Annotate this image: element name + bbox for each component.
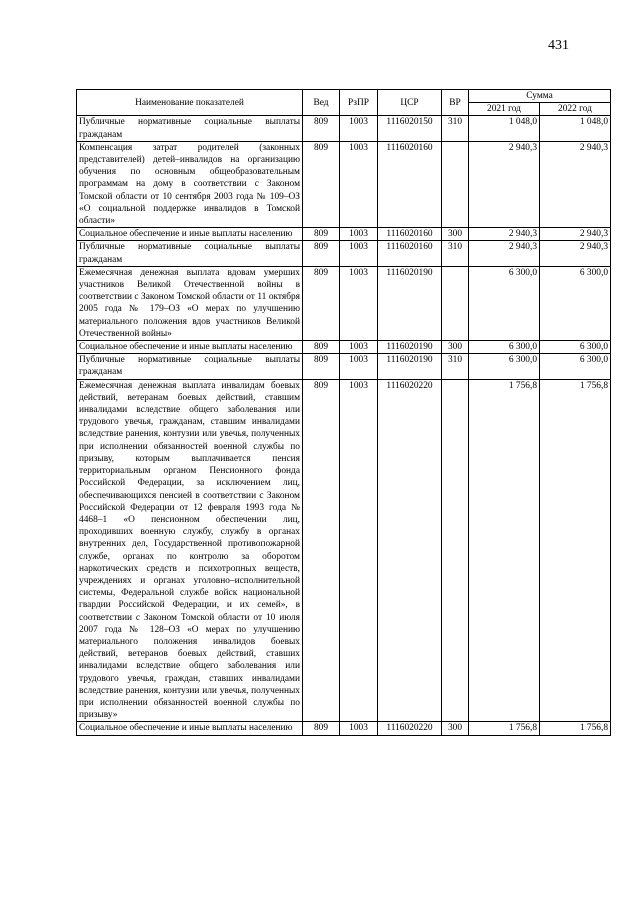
table-header [77, 90, 611, 116]
header-sum: Сумма [469, 90, 611, 103]
row-vr [442, 379, 469, 722]
row-ved: 809 [303, 722, 340, 735]
row-sum-2021: 1 756,8 [469, 722, 540, 735]
row-sum-2021: 1 756,8 [469, 379, 540, 722]
row-name: Компенсация затрат родителей (законных представителей) детей–инвалидов на организацию обучения по основным общеобразовательным программам на дому в соответствии с Законом Томской области от 10 сентября 2003 года № 109–ОЗ «О социальной поддержке инвалидов в Томской области» [77, 141, 303, 227]
table-body [77, 116, 611, 735]
table-row [77, 116, 611, 141]
row-sum-2022: 2 940,3 [540, 228, 611, 241]
row-ved: 809 [303, 116, 340, 141]
row-vr: 300 [442, 341, 469, 354]
row-vr: 300 [442, 722, 469, 735]
row-sum-2021: 2 940,3 [469, 228, 540, 241]
table-row [77, 341, 611, 354]
row-sum-2021: 2 940,3 [469, 141, 540, 227]
table-row [77, 141, 611, 227]
row-ved: 809 [303, 379, 340, 722]
table-row [77, 228, 611, 241]
row-sum-2021: 6 300,0 [469, 266, 540, 340]
table-row [77, 266, 611, 340]
row-sum-2021: 6 300,0 [469, 341, 540, 354]
row-sum-2022: 2 940,3 [540, 141, 611, 227]
budget-table [76, 89, 611, 736]
table-row [77, 379, 611, 722]
row-name: Социальное обеспечение и иные выплаты населению [77, 228, 303, 241]
row-ved: 809 [303, 341, 340, 354]
row-csr: 1116020160 [378, 228, 442, 241]
row-name: Публичные нормативные социальные выплаты гражданам [77, 354, 303, 379]
row-sum-2022: 6 300,0 [540, 266, 611, 340]
page-number: 431 [548, 38, 569, 53]
row-rzpr: 1003 [340, 379, 378, 722]
row-sum-2022: 1 756,8 [540, 379, 611, 722]
row-vr [442, 141, 469, 227]
row-ved: 809 [303, 266, 340, 340]
row-sum-2022: 6 300,0 [540, 354, 611, 379]
row-csr: 1116020160 [378, 141, 442, 227]
row-csr: 1116020220 [378, 379, 442, 722]
row-rzpr: 1003 [340, 266, 378, 340]
row-sum-2022: 6 300,0 [540, 341, 611, 354]
row-sum-2021: 2 940,3 [469, 241, 540, 266]
row-csr: 1116020190 [378, 341, 442, 354]
header-ved: Вед [303, 90, 340, 116]
row-name: Социальное обеспечение и иные выплаты населению [77, 722, 303, 735]
header-year-2021: 2021 год [469, 103, 540, 116]
header-year-2022: 2022 год [540, 103, 611, 116]
row-sum-2021: 6 300,0 [469, 354, 540, 379]
row-csr: 1116020150 [378, 116, 442, 141]
table-row [77, 241, 611, 266]
row-ved: 809 [303, 354, 340, 379]
row-ved: 809 [303, 228, 340, 241]
row-ved: 809 [303, 141, 340, 227]
row-csr: 1116020160 [378, 241, 442, 266]
row-name: Публичные нормативные социальные выплаты гражданам [77, 241, 303, 266]
table-row [77, 354, 611, 379]
row-rzpr: 1003 [340, 241, 378, 266]
row-rzpr: 1003 [340, 116, 378, 141]
row-vr [442, 266, 469, 340]
row-vr: 310 [442, 116, 469, 141]
header-name: Наименование показателей [77, 90, 303, 116]
row-sum-2022: 2 940,3 [540, 241, 611, 266]
row-ved: 809 [303, 241, 340, 266]
row-name: Публичные нормативные социальные выплаты гражданам [77, 116, 303, 141]
row-rzpr: 1003 [340, 228, 378, 241]
header-csr: ЦСР [378, 90, 442, 116]
row-csr: 1116020190 [378, 354, 442, 379]
row-vr: 300 [442, 228, 469, 241]
row-rzpr: 1003 [340, 141, 378, 227]
row-rzpr: 1003 [340, 354, 378, 379]
row-sum-2022: 1 048,0 [540, 116, 611, 141]
header-vr: ВР [442, 90, 469, 116]
row-sum-2022: 1 756,8 [540, 722, 611, 735]
header-rzpr: РзПР [340, 90, 378, 116]
row-name: Социальное обеспечение и иные выплаты населению [77, 341, 303, 354]
row-vr: 310 [442, 241, 469, 266]
row-name: Ежемесячная денежная выплата инвалидам боевых действий, ветеранам боевых действий, ставшим инвалидами вследствие общего заболевания или трудового увечья, гражданам, ставшим инвалидами вследствие ранения, контузии или увечья, полученных при исполнении обязанностей военной службы по призыву, которым выплачивается пенсия территориальным органом Пенсионного фонда Российской Федерации, за исключением лиц, обеспечивающихся пенсией в соответствии с Законом Российской Федерации от 12 февраля 1993 года № 4468–1 «О пенсионном обеспечении лиц, проходивших военную службу, службу в органах внутренних дел, Государственной противопожарной службе, органах по контролю за оборотом наркотических средств и психотропных веществ, учреждениях и органах уголовно–исполнительной системы, Федеральной службе войск национальной гвардии Российской Федерации, и их семей», в соответствии с Законом Томской области от 10 июля 2007 года № 128–ОЗ «О мерах по улучшению материального положения инвалидов боевых действий, ветеранов боевых действий, ставших инвалидами вследствие общего заболевания или трудового увечья, граждан, ставших инвалидами вследствие ранения, контузии или увечья, полученных при исполнении обязанностей военной службы по призыву» [77, 379, 303, 722]
row-rzpr: 1003 [340, 722, 378, 735]
row-csr: 1116020220 [378, 722, 442, 735]
row-vr: 310 [442, 354, 469, 379]
row-name: Ежемесячная денежная выплата вдовам умерших участников Великой Отечественной войны в соответствии с Законом Томской области от 11 октября 2005 года № 179–ОЗ «О мерах по улучшению материального положения вдов участников Великой Отечественной войны» [77, 266, 303, 340]
table-row [77, 722, 611, 735]
row-csr: 1116020190 [378, 266, 442, 340]
row-sum-2021: 1 048,0 [469, 116, 540, 141]
row-rzpr: 1003 [340, 341, 378, 354]
